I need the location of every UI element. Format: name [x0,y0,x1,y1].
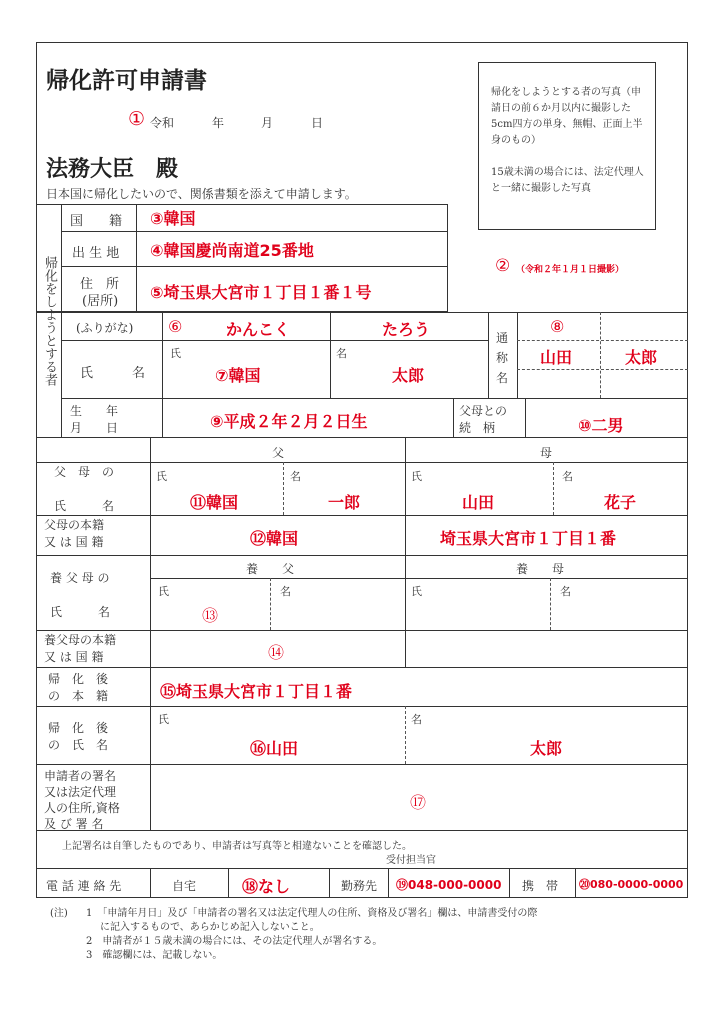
adoptive-domicile-label: 養父母の本籍 又 は 国 籍 [44,633,117,664]
date-day: 日 [311,116,324,130]
father-header: 父 [272,446,285,460]
adoptive-mother-sei-label: 氏 [411,585,422,598]
date-era: 令和 [150,116,175,130]
dob-label: 生 年 月 日 [70,404,119,435]
after-name-label: 帰 化 後 の 氏 名 [48,721,109,752]
work-phone: ⑲048-000-0000 [396,878,502,892]
adoptive-father-header: 養 父 [246,562,295,576]
mother-mei-label: 名 [562,470,573,483]
officer-label: 受付担当官 [386,855,436,866]
date-number: ① [128,108,146,130]
name-mei: 太郎 [392,366,425,385]
notes-head: (注) [50,908,68,919]
furigana-number: ⑥ [168,317,183,336]
note-1: 1 「申請年月日」及び「申請者の署名又は法定代理人の住所、資格及び署名」欄は、申請書受付の際 [86,908,538,919]
mother-header: 母 [540,446,553,460]
adoptive-mother-header: 養 母 [516,562,565,576]
adoptive-domicile-number: ⑭ [268,643,285,662]
name-label: 氏 名 [80,366,146,381]
date-year: 年 [212,116,225,130]
sei-label: 氏 [170,347,181,360]
date-month: 月 [261,116,274,130]
alias-sei: 山田 [540,348,573,367]
alias-mei: 太郎 [625,348,658,367]
mobile-phone: ⑳080-0000-0000 [579,878,684,891]
home-phone-label: 自宅 [172,879,197,893]
work-phone-label: 勤務先 [341,879,378,893]
photo-box [478,62,656,230]
father-sei: ⑪韓国 [190,493,239,512]
after-mei-label: 名 [411,713,422,726]
birthplace-label: 出 生 地 [72,246,120,261]
note-1b: に記入するもので、あらかじめ記入しないこと。 [100,922,320,933]
mother-mei: 花子 [604,493,637,512]
applicant-side-label: 帰化をしようとする者 [42,256,57,386]
father-domicile: ⑫韓国 [250,529,299,548]
addressee: 法務大臣 殿 [46,157,179,182]
birthplace-value: ④韓国慶尚南道25番地 [150,241,314,260]
signature-label: 申請者の署名 又は法定代理 人の住所,資格 及 び 署 名 [44,769,120,831]
address-label: 住 所 [80,277,120,292]
relation-value: ⑩二男 [578,416,624,435]
intro-text: 日本国に帰化したいので、関係書類を添えて申請します。 [46,187,357,201]
photo-number: ② [495,256,511,276]
relation-label: 父母との 続 柄 [459,404,508,435]
dob-value: ⑨平成２年２月２日生 [210,412,368,431]
parents-label: 父 母 の 氏 名 [54,465,115,513]
adoptive-father-sei-label: 氏 [158,585,169,598]
father-mei-label: 名 [290,470,301,483]
nationality-value: ③韓国 [150,209,196,228]
alias-label: 通称名 [496,331,509,385]
page-title: 帰化許可申請書 [46,68,207,94]
after-domicile-label: 帰 化 後 の 本 籍 [48,672,109,703]
alias-number: ⑧ [550,317,565,336]
mother-sei: 山田 [462,493,495,512]
mother-sei-label: 氏 [411,470,422,483]
furigana-sei: かんこく [226,320,291,339]
adoptive-father-mei-label: 名 [280,585,291,598]
address-value: ⑤埼玉県大宮市１丁目１番１号 [150,283,372,302]
after-sei-label: 氏 [158,713,169,726]
furigana-mei: たろう [382,320,431,339]
signature-number: ⑰ [410,793,427,812]
after-name-sei: ⑯山田 [250,739,299,758]
name-sei: ⑦韓国 [215,366,261,385]
photo-instructions: 帰化をしようとする者の写真（申請日の前６か月以内に撮影した5cm四方の単身、無帽、正面上半身のもの） [491,87,643,146]
address-sub-label: (居所) [82,294,119,309]
photo-date: （令和２年１月１日撮影） [516,265,625,275]
photo-instructions-minor: 15歳未満の場合には、法定代理人と一緒に撮影した写真 [491,167,644,194]
mother-domicile: 埼玉県大宮市１丁目１番 [440,529,617,548]
note-3: 3 確認欄には、記載しない。 [86,950,223,961]
father-mei: 一郎 [328,493,361,512]
nationality-label: 国 籍 [70,214,123,229]
adoptive-mother-mei-label: 名 [560,585,571,598]
parents-domicile-label: 父母の本籍 又 は 国 籍 [44,518,105,549]
home-phone: ⑱なし [242,877,291,896]
phone-label: 電 話 連 絡 先 [46,879,122,893]
mei-label: 名 [336,347,347,360]
adoptive-number: ⑬ [202,606,219,625]
mobile-phone-label: 携 帯 [522,879,559,893]
after-domicile: ⑮埼玉県大宮市１丁目１番 [160,682,353,701]
father-sei-label: 氏 [156,470,167,483]
after-name-mei: 太郎 [530,739,563,758]
confirm-text: 上記署名は自筆したものであり、申請者は写真等と相違ないことを確認した。 [62,841,412,852]
furigana-label: (ふりがな) [76,321,134,335]
note-2: 2 申請者が１５歳未満の場合には、その法定代理人が署名する。 [86,936,383,947]
adoptive-label: 養 父 母 の 氏 名 [50,571,111,619]
